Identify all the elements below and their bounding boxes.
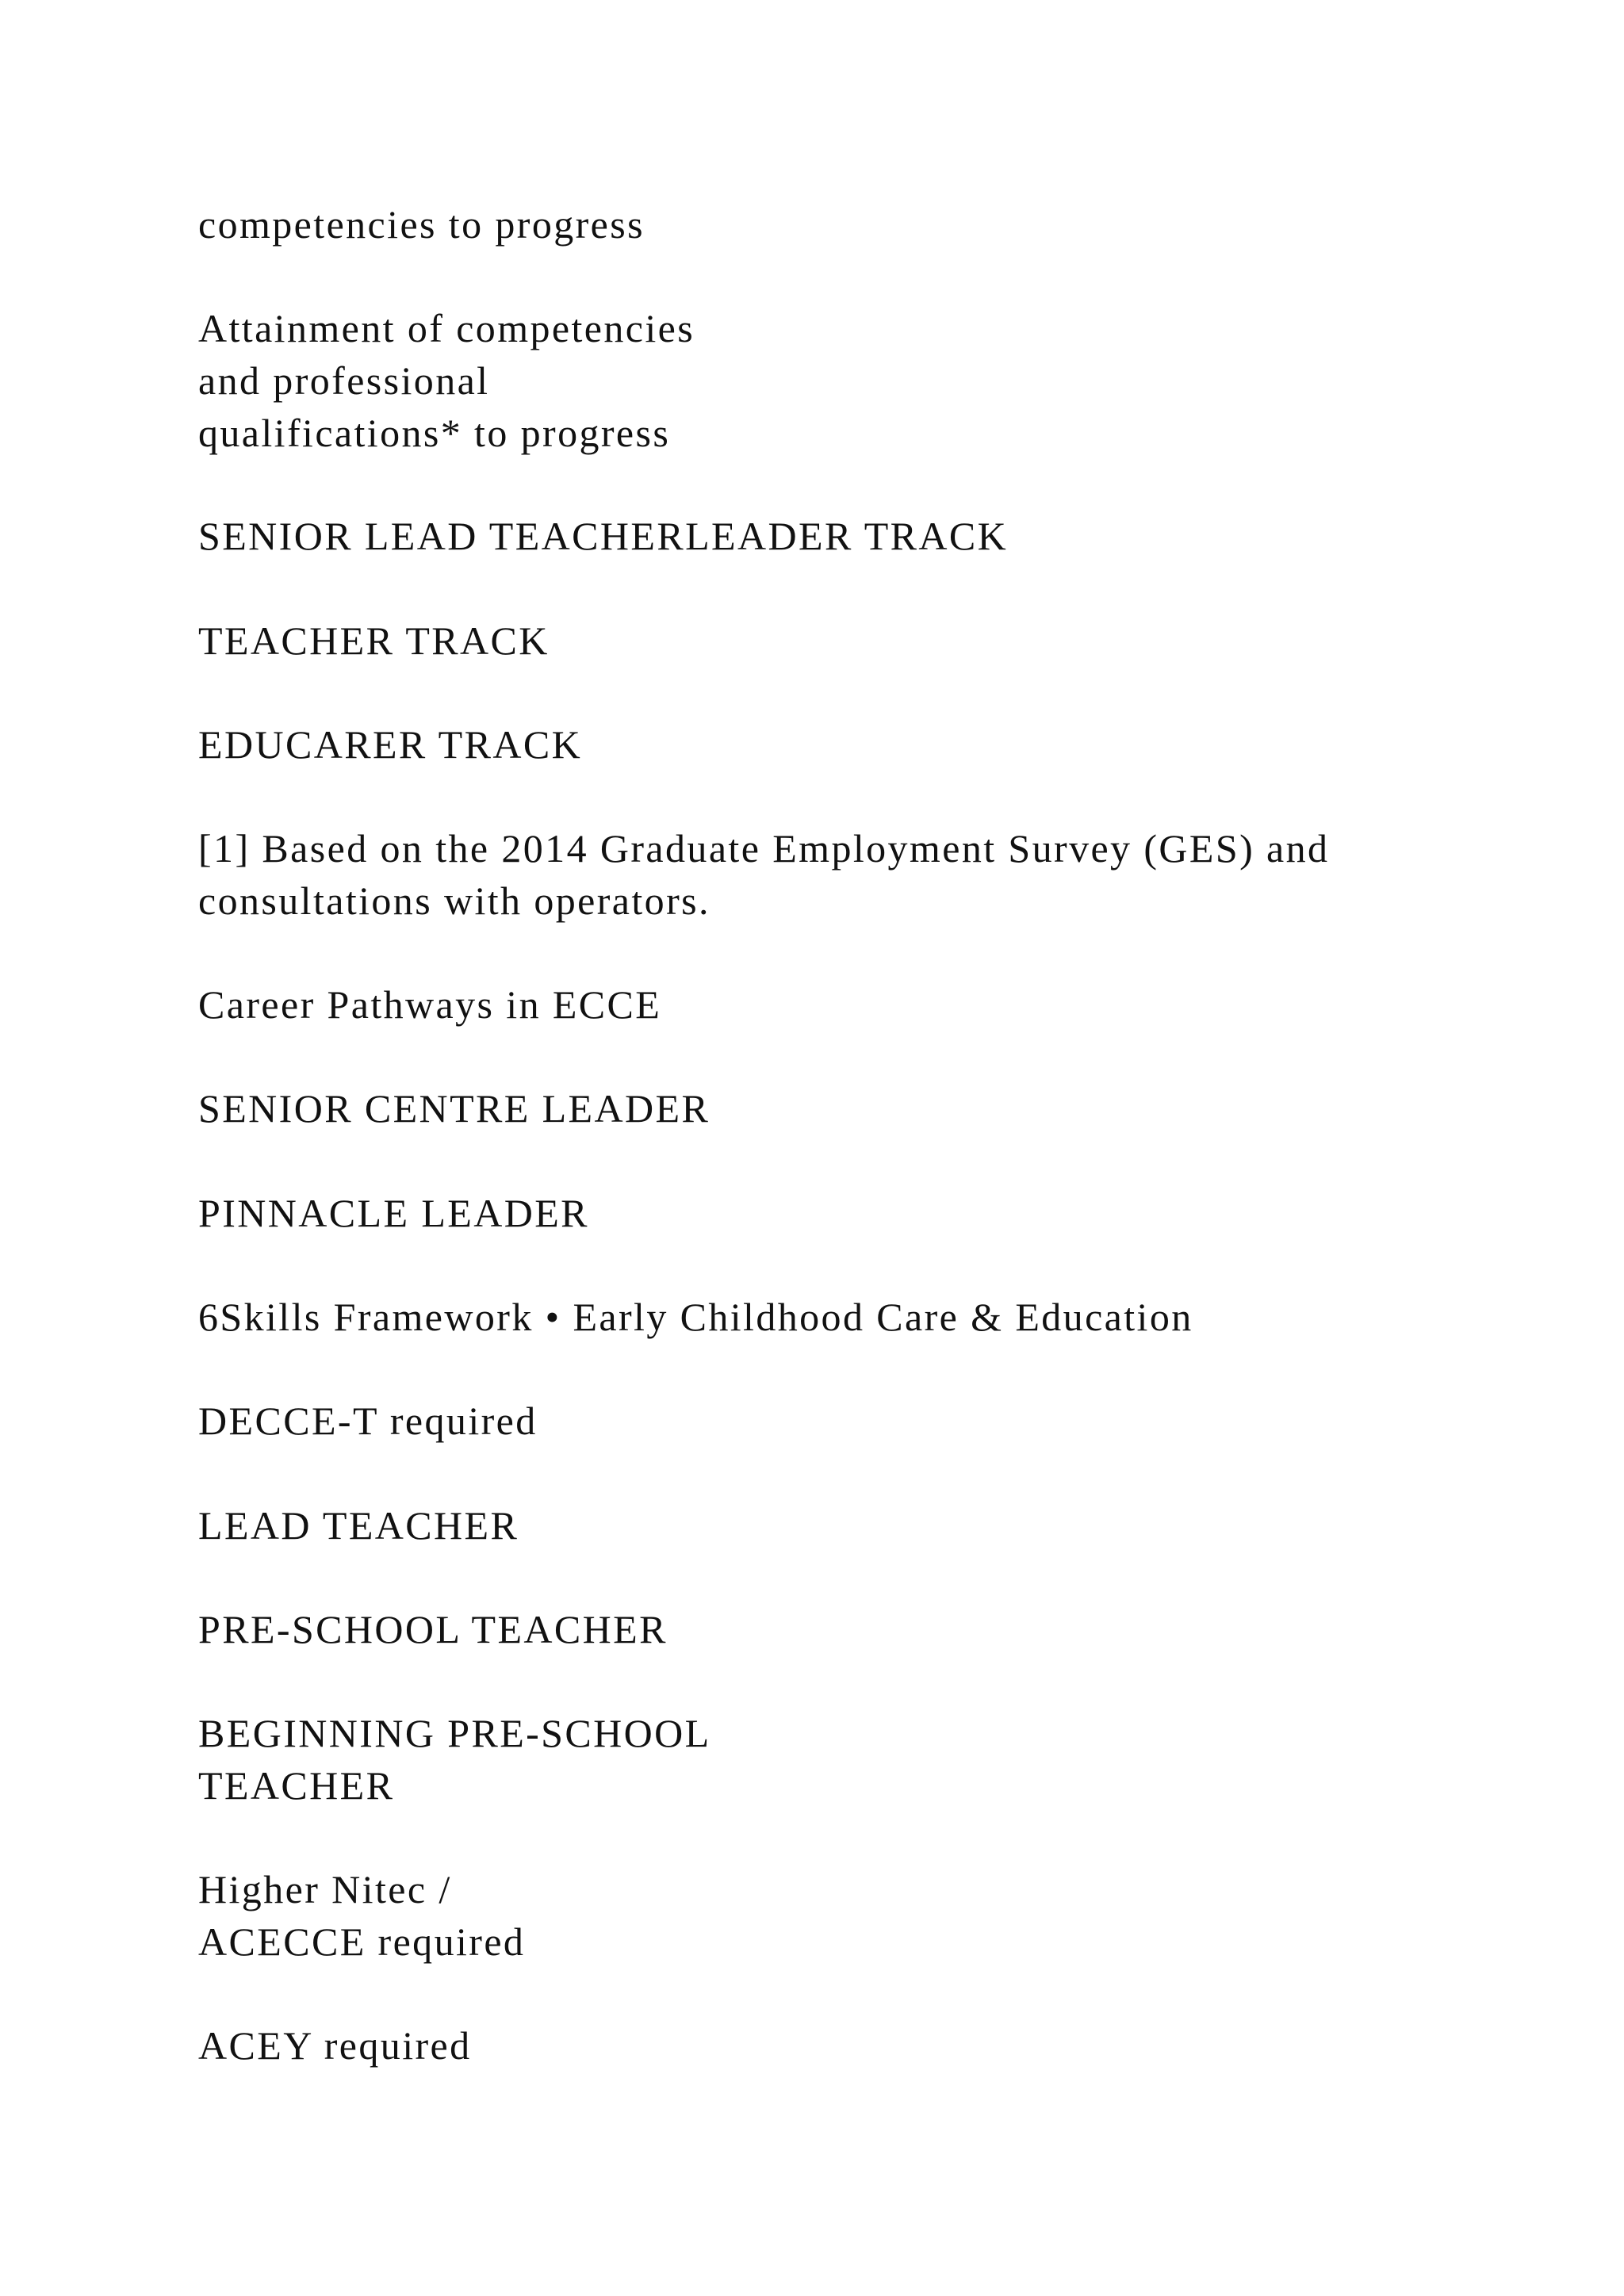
text-line: SENIOR LEAD TEACHERLEADER TRACK bbox=[198, 514, 1009, 558]
paragraph-skills-framework-footer bbox=[198, 1291, 1193, 1343]
paragraph-beginning-pre-school-teacher bbox=[198, 1707, 711, 1812]
text-line: SENIOR CENTRE LEADER bbox=[198, 1086, 710, 1131]
paragraph-teacher-track bbox=[198, 614, 550, 667]
text-line: TEACHER TRACK bbox=[198, 618, 550, 663]
text-line: Career Pathways in ECCE bbox=[198, 982, 662, 1027]
paragraph-pinnacle-leader bbox=[198, 1187, 589, 1239]
paragraph-attainment-of-competencies bbox=[198, 302, 695, 459]
text-line: ACEY required bbox=[198, 2023, 472, 2068]
paragraph-pre-school-teacher bbox=[198, 1603, 668, 1655]
paragraph-higher-nitec-acecce bbox=[198, 1863, 525, 1968]
text-line: DECCE-T required bbox=[198, 1399, 538, 1443]
text-line: LEAD TEACHER bbox=[198, 1503, 519, 1548]
text-line: consultations with operators. bbox=[198, 878, 710, 923]
text-line: [1] Based on the 2014 Graduate Employment Survey (GES) and bbox=[198, 826, 1330, 871]
paragraph-career-pathways-title bbox=[198, 978, 661, 1031]
text-line: TEACHER bbox=[198, 1763, 395, 1808]
paragraph-educarer-track bbox=[198, 718, 582, 771]
text-line: and professional bbox=[198, 358, 490, 403]
paragraph-lead-teacher bbox=[198, 1499, 519, 1552]
text-line: Higher Nitec / bbox=[198, 1867, 452, 1911]
text-line: Attainment of competencies bbox=[198, 306, 695, 350]
paragraph-decce-t-required bbox=[198, 1395, 538, 1447]
text-line: qualifications* to progress bbox=[198, 411, 671, 455]
text-line: PINNACLE LEADER bbox=[198, 1191, 589, 1235]
text-line: BEGINNING PRE-SCHOOL bbox=[198, 1711, 711, 1755]
paragraph-senior-centre-leader bbox=[198, 1082, 710, 1135]
paragraph-senior-lead-teacher-leader-track bbox=[198, 510, 1008, 562]
paragraph-footnote-ges bbox=[198, 822, 1329, 927]
text-line: competencies to progress bbox=[198, 202, 645, 247]
text-line: 6Skills Framework • Early Childhood Care & Education bbox=[198, 1295, 1193, 1339]
text-line: ACECCE required bbox=[198, 1919, 526, 1964]
text-line: PRE-SCHOOL TEACHER bbox=[198, 1607, 668, 1651]
paragraph-acey-required bbox=[198, 2019, 472, 2072]
paragraph-competencies-to-progress bbox=[198, 198, 645, 251]
text-line: EDUCARER TRACK bbox=[198, 722, 583, 767]
